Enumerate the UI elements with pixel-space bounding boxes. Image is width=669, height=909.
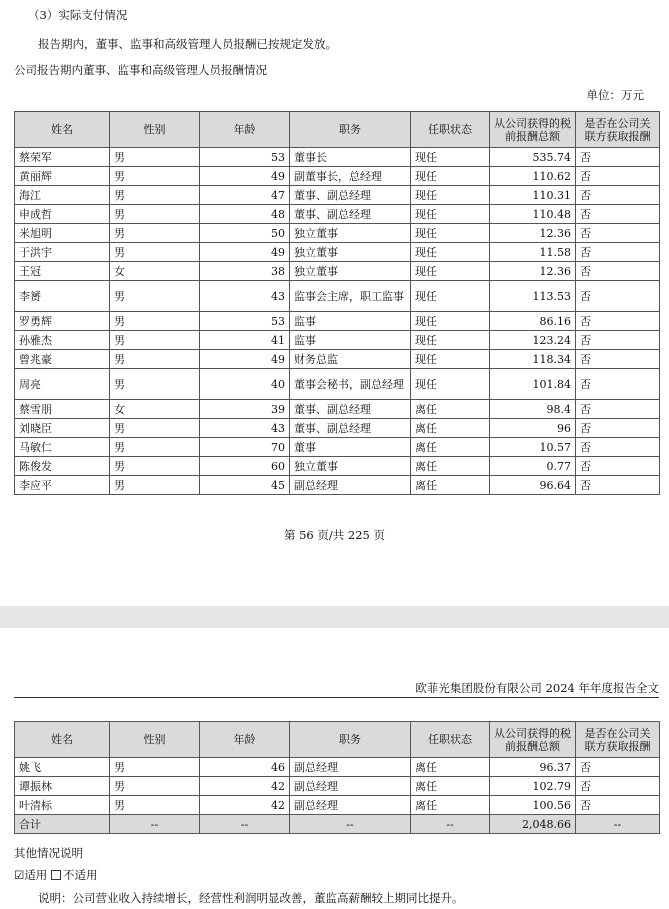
cell-status: 现任	[411, 350, 490, 369]
cell-name: 姚飞	[15, 758, 110, 777]
cell-pay: 96	[490, 419, 576, 438]
cell-gender: 男	[110, 777, 200, 796]
cell-status: 现任	[411, 331, 490, 350]
cell-gender: 男	[110, 281, 200, 312]
cell-position: 副董事长，总经理	[290, 167, 411, 186]
table-row	[15, 148, 660, 167]
cell-name: 于洪宇	[15, 243, 110, 262]
total-row	[15, 815, 660, 834]
cell-position: 独立董事	[290, 243, 411, 262]
cell-age: 45	[200, 476, 290, 495]
cell-pay: 110.31	[490, 186, 576, 205]
cell-related: 否	[576, 758, 660, 777]
cell-related: 否	[576, 243, 660, 262]
header-position: 职务	[290, 112, 411, 148]
cell-gender: 男	[110, 476, 200, 495]
cell-status: 离任	[411, 758, 490, 777]
cell-related: 否	[576, 262, 660, 281]
total-gender: --	[110, 815, 200, 834]
cell-related: 否	[576, 476, 660, 495]
cell-position: 独立董事	[290, 457, 411, 476]
total-pay: 2,048.66	[490, 815, 576, 834]
cell-status: 现任	[411, 243, 490, 262]
cell-position: 董事、副总经理	[290, 205, 411, 224]
cell-gender: 男	[110, 350, 200, 369]
cell-pay: 100.56	[490, 796, 576, 815]
cell-name: 黄丽辉	[15, 167, 110, 186]
cell-status: 离任	[411, 438, 490, 457]
running-header: 欧菲光集团股份有限公司 2024 年年度报告全文	[415, 681, 659, 695]
explanation-text: 说明：公司营业收入持续增长，经营性利润明显改善，董监高薪酬较上期同比提升。	[38, 891, 464, 905]
total-age: --	[200, 815, 290, 834]
cell-pay: 0.77	[490, 457, 576, 476]
cell-status: 离任	[411, 400, 490, 419]
cell-name: 蔡雪朋	[15, 400, 110, 419]
cell-age: 49	[200, 350, 290, 369]
cell-age: 42	[200, 777, 290, 796]
cell-related: 否	[576, 419, 660, 438]
cell-position: 董事	[290, 438, 411, 457]
cell-related: 否	[576, 281, 660, 312]
cell-name: 李应平	[15, 476, 110, 495]
cell-name: 米旭明	[15, 224, 110, 243]
cell-pay: 96.37	[490, 758, 576, 777]
cell-gender: 男	[110, 438, 200, 457]
cell-pay: 11.58	[490, 243, 576, 262]
header-pay: 从公司获得的税前报酬总额	[490, 112, 576, 148]
checked-box-icon[interactable]: ☑	[14, 868, 25, 882]
cell-age: 60	[200, 457, 290, 476]
total-label: 合计	[15, 815, 110, 834]
cell-gender: 男	[110, 796, 200, 815]
table-row	[15, 312, 660, 331]
table-row	[15, 224, 660, 243]
page-footer: 第 56 页/共 225 页	[283, 528, 386, 542]
table-row	[15, 186, 660, 205]
cell-related: 否	[576, 205, 660, 224]
table-row	[15, 167, 660, 186]
other-info-heading: 其他情况说明	[14, 846, 83, 860]
cell-name: 罗勇辉	[15, 312, 110, 331]
cell-gender: 女	[110, 262, 200, 281]
cell-status: 现任	[411, 205, 490, 224]
cell-status: 现任	[411, 369, 490, 400]
cell-name: 刘晓臣	[15, 419, 110, 438]
cell-related: 否	[576, 148, 660, 167]
header-pay: 从公司获得的税前报酬总额	[490, 722, 576, 758]
cell-related: 否	[576, 186, 660, 205]
cell-name: 蔡荣军	[15, 148, 110, 167]
total-related: --	[576, 815, 660, 834]
cell-name: 谭振林	[15, 777, 110, 796]
header-gender: 性别	[110, 722, 200, 758]
header-status: 任职状态	[411, 722, 490, 758]
cell-gender: 男	[110, 457, 200, 476]
cell-age: 49	[200, 243, 290, 262]
applicable-label: 适用	[24, 868, 48, 882]
cell-name: 陈俊发	[15, 457, 110, 476]
cell-gender: 男	[110, 758, 200, 777]
cell-related: 否	[576, 350, 660, 369]
table-row	[15, 369, 660, 400]
cell-related: 否	[576, 796, 660, 815]
cell-age: 40	[200, 369, 290, 400]
cell-related: 否	[576, 331, 660, 350]
header-divider	[14, 697, 659, 698]
cell-status: 离任	[411, 476, 490, 495]
cell-age: 49	[200, 167, 290, 186]
compensation-table-continued	[14, 721, 660, 834]
cell-position: 董事、副总经理	[290, 186, 411, 205]
cell-gender: 男	[110, 186, 200, 205]
cell-age: 43	[200, 281, 290, 312]
cell-position: 财务总监	[290, 350, 411, 369]
table-row	[15, 350, 660, 369]
table-row	[15, 400, 660, 419]
cell-gender: 男	[110, 312, 200, 331]
cell-related: 否	[576, 400, 660, 419]
cell-status: 离任	[411, 796, 490, 815]
cell-status: 现任	[411, 262, 490, 281]
header-name: 姓名	[15, 112, 110, 148]
cell-position: 副总经理	[290, 796, 411, 815]
table-row	[15, 438, 660, 457]
cell-pay: 86.16	[490, 312, 576, 331]
cell-status: 离任	[411, 419, 490, 438]
cell-gender: 男	[110, 331, 200, 350]
cell-age: 39	[200, 400, 290, 419]
cell-status: 现任	[411, 167, 490, 186]
section-heading: （3）实际支付情况	[28, 8, 128, 22]
cell-name: 海江	[15, 186, 110, 205]
table-row	[15, 777, 660, 796]
cell-status: 现任	[411, 281, 490, 312]
not-applicable-label: 不适用	[62, 868, 98, 882]
applicability-checkboxes	[14, 868, 97, 882]
cell-related: 否	[576, 438, 660, 457]
table-header-row	[15, 722, 660, 758]
header-related: 是否在公司关联方获取报酬	[576, 722, 660, 758]
cell-gender: 男	[110, 167, 200, 186]
cell-related: 否	[576, 167, 660, 186]
cell-gender: 女	[110, 400, 200, 419]
cell-age: 48	[200, 205, 290, 224]
cell-status: 离任	[411, 777, 490, 796]
cell-related: 否	[576, 369, 660, 400]
cell-pay: 10.57	[490, 438, 576, 457]
cell-position: 监事	[290, 331, 411, 350]
total-status: --	[411, 815, 490, 834]
table-header-row	[15, 112, 660, 148]
cell-status: 现任	[411, 312, 490, 331]
cell-gender: 男	[110, 419, 200, 438]
cell-pay: 118.34	[490, 350, 576, 369]
header-age: 年龄	[200, 722, 290, 758]
cell-gender: 男	[110, 148, 200, 167]
intro-paragraph: 报告期内，董事、监事和高级管理人员报酬已按规定发放。	[38, 37, 337, 51]
cell-name: 申成哲	[15, 205, 110, 224]
cell-position: 副总经理	[290, 476, 411, 495]
cell-name: 曾兆豪	[15, 350, 110, 369]
cell-status: 现任	[411, 148, 490, 167]
cell-name: 周亮	[15, 369, 110, 400]
cell-age: 46	[200, 758, 290, 777]
cell-position: 独立董事	[290, 262, 411, 281]
table-row	[15, 419, 660, 438]
cell-age: 42	[200, 796, 290, 815]
cell-pay: 12.36	[490, 224, 576, 243]
cell-status: 离任	[411, 457, 490, 476]
cell-pay: 113.53	[490, 281, 576, 312]
cell-position: 董事会秘书，副总经理	[290, 369, 411, 400]
cell-pay: 110.62	[490, 167, 576, 186]
cell-name: 孙雅杰	[15, 331, 110, 350]
cell-status: 现任	[411, 186, 490, 205]
table-row	[15, 243, 660, 262]
cell-age: 53	[200, 312, 290, 331]
cell-name: 王冠	[15, 262, 110, 281]
cell-name: 马敏仁	[15, 438, 110, 457]
cell-name: 叶清标	[15, 796, 110, 815]
cell-gender: 男	[110, 205, 200, 224]
cell-gender: 男	[110, 369, 200, 400]
header-age: 年龄	[200, 112, 290, 148]
cell-pay: 110.48	[490, 205, 576, 224]
table-row	[15, 262, 660, 281]
cell-name: 李赟	[15, 281, 110, 312]
cell-age: 41	[200, 331, 290, 350]
header-gender: 性别	[110, 112, 200, 148]
table-row	[15, 758, 660, 777]
cell-related: 否	[576, 457, 660, 476]
cell-related: 否	[576, 312, 660, 331]
table-row	[15, 205, 660, 224]
table-row	[15, 331, 660, 350]
header-related: 是否在公司关联方获取报酬	[576, 112, 660, 148]
cell-age: 50	[200, 224, 290, 243]
cell-pay: 101.84	[490, 369, 576, 400]
cell-position: 独立董事	[290, 224, 411, 243]
cell-age: 47	[200, 186, 290, 205]
cell-pay: 123.24	[490, 331, 576, 350]
header-name: 姓名	[15, 722, 110, 758]
cell-age: 38	[200, 262, 290, 281]
cell-age: 70	[200, 438, 290, 457]
header-status: 任职状态	[411, 112, 490, 148]
cell-position: 董事、副总经理	[290, 400, 411, 419]
cell-gender: 男	[110, 224, 200, 243]
cell-pay: 96.64	[490, 476, 576, 495]
cell-position: 董事、副总经理	[290, 419, 411, 438]
cell-related: 否	[576, 777, 660, 796]
cell-age: 53	[200, 148, 290, 167]
cell-position: 董事长	[290, 148, 411, 167]
total-position: --	[290, 815, 411, 834]
cell-related: 否	[576, 224, 660, 243]
table-row	[15, 476, 660, 495]
unchecked-box-icon[interactable]	[51, 870, 61, 880]
cell-pay: 12.36	[490, 262, 576, 281]
report-page-57	[0, 628, 669, 909]
cell-position: 副总经理	[290, 777, 411, 796]
cell-status: 现任	[411, 224, 490, 243]
table-row	[15, 796, 660, 815]
cell-position: 副总经理	[290, 758, 411, 777]
table-caption: 公司报告期内董事、监事和高级管理人员报酬情况	[14, 63, 267, 77]
cell-pay: 102.79	[490, 777, 576, 796]
cell-position: 监事会主席，职工监事	[290, 281, 411, 312]
cell-age: 43	[200, 419, 290, 438]
cell-pay: 98.4	[490, 400, 576, 419]
table-row	[15, 457, 660, 476]
cell-position: 监事	[290, 312, 411, 331]
unit-label: 单位：万元	[586, 88, 644, 102]
header-position: 职务	[290, 722, 411, 758]
cell-pay: 535.74	[490, 148, 576, 167]
compensation-table	[14, 111, 660, 495]
cell-gender: 男	[110, 243, 200, 262]
table-row	[15, 281, 660, 312]
